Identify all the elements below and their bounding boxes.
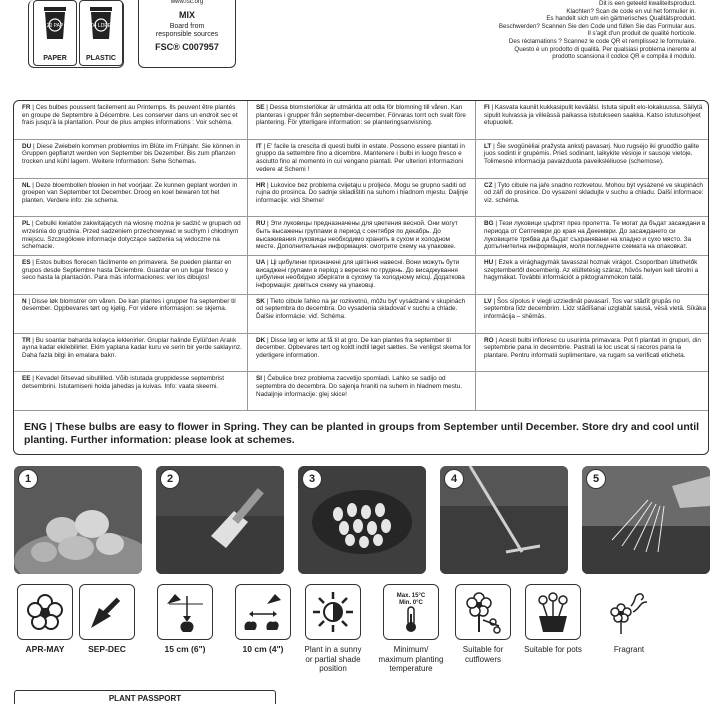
quality-line: Beschwerden? Scannen Sie den Code und füllen Sie das Formular aus. <box>498 22 696 30</box>
quality-line: Il s'agit d'un produit de qualité horticole. <box>587 30 696 38</box>
min-temp: Min. 0°C <box>399 600 423 606</box>
plastic-bin <box>79 0 123 66</box>
plastic-code: 04 LDPE <box>90 23 112 29</box>
language-text: Disse løk blomstrer om våren. De kan plantes i grupper fra september til desember. Oppbevares tørt og kjølig. For videre informasjon: se skjema. <box>22 297 236 313</box>
language-code: IT <box>256 142 262 150</box>
top-bar <box>0 0 722 90</box>
pictogram-caption: 15 cm (6") <box>164 644 206 654</box>
language-text: Bu soanlar baharda kolayca ieklenirler. Gruplar halinde Eylül'den Aralık ayına kadar ekilebilirler. Ekim yaplana kadar kuru ve serin bir yerde saklayınz. Daha fazla bilgi iin emalara bakn. <box>22 336 242 359</box>
language-text: Dessa blomsterlökar är utmärkta att odla för blomning till våren. Kan planteras i grupper från september-december. Förvaras torrt och svalt före plantering. För ytterligare information: se planteringsanvisning. <box>256 104 466 127</box>
fsc-mix: MIX <box>178 10 195 20</box>
english-instructions: ENG | These bulbs are easy to flower in Spring. They can be planted in groups from September until December. Store dry and cool until planting. Further information: please look at schemes. <box>24 421 700 446</box>
language-text: Šie svogūnėliai pražysta ankstį pavasarį. Nuo rugsėjo iki gruodžio galite juos sodinti ir grupėmis. Prieš sodinant, laikykite vėsioje ir sausoje vietoje. Tolimesnė informacija pavaizduota paveikslėliuose (schemose). <box>484 142 700 166</box>
language-code: FR <box>22 104 31 111</box>
language-text: Эти луковицы предназначены для цветения весной. Они могут быть высажены группами в период с сентября по декабрь. До высаживания луковицы необходимо хранить в сухом и холодном месте. Дополнительная информация: смотрите схему на упаковке. <box>256 220 458 251</box>
quality-notice <box>366 0 696 61</box>
pictogram-fragrant <box>598 584 660 655</box>
pictogram-caption: Fragrant <box>613 645 645 654</box>
step-number: 5 <box>586 469 606 489</box>
planting-depth-icon <box>163 590 207 634</box>
language-code: HR <box>256 181 266 189</box>
language-cell-du: DU | Diese Zwiebeln kommen problemlos im Blüte im Frühjahr. Sie können in Gruppen gepflanzt werden von September bis Dezember. Bis zum pflanzen trocken und kühl lagern. Weitere Information: Sehe Schemas. <box>14 140 248 179</box>
max-temp: Max. 15°C <box>396 593 426 599</box>
step-photo-place <box>298 466 426 574</box>
language-cell-hu: HU | Ezek a virághagymák tavasszal hoznak virágot. Csoportban ültethetők szeptembertől decemberig. Az elültetésig száraz, hűvös helyen kell tárolni a hagymákat. További információt a piktogrammokon talál. <box>476 256 709 295</box>
language-cell-lv: LV | Šos sīpolus ir viegli uzziedināt pavasarī. Tos var stādīt grupās no septembra līdz decembrim. Līdz stādīšanai uzglabāt sausā, vēsā vietā. Sīkāka informācija – shēmās. <box>476 295 709 334</box>
language-text: Kevadel õitsevad sibullilled. Võib istutada gruppidesse septembrist detsembrini. Istutamiseni hoida jahedas ja kuivas. Info: vaata skeemi. <box>22 375 225 390</box>
fsc-board-1: Board from <box>169 23 205 30</box>
language-text: E' facile la crescita di questi bulbi in estate. Possono essere piantati in gruppo da settembre fino a dicembre. Mantenere i bulbi in luogo fresco e asciutto fino al momento in cui vengano piantati. Per ulteriori informazioni vedere at Schemi ! <box>256 142 465 173</box>
language-text: Kasvata kauniit kukkasipulit keväälsi. Istuta sipulit elo-lokakuussa. Säilytä sipulit kuivassa ja viileässä paikassa istutukseen saakka. Katso istutusohjeet etupuolelt. <box>484 104 703 127</box>
language-cell-nl: NL | Deze bloembollen bloeien in het voorjaar. Ze kunnen geplant worden in groepen van September tot December. Droog en koel bewaren tot het planten. Verdere info: zie schema. <box>14 179 248 218</box>
language-code: LT <box>484 142 492 150</box>
quality-line: Klachten? Scan de code en vul het formulier in. <box>566 7 696 15</box>
plastic-bin-icon <box>86 5 116 43</box>
language-code: LV <box>484 297 492 305</box>
language-code: UA <box>256 259 266 266</box>
plant-passport: PLANT PASSPORT <box>14 690 276 704</box>
language-code: SE <box>256 104 265 111</box>
pictogram-caption: Suitable for pots <box>524 645 582 654</box>
cut-flower-icon <box>461 590 505 634</box>
paper-label: PAPER <box>43 55 67 62</box>
language-text: Tieto cibule ľahko na jar rozkvetnú, môžu byť vysádzané v skupinách od septembra do decembra. Do vysadenia skladovať v suchu a chlade. Ďalšie informácie: viď. Schéma. <box>256 297 466 321</box>
step-photos <box>14 466 710 574</box>
quality-line: Questo è un prodotto di qualità. Per qualsiasi problema inerente al <box>514 45 696 53</box>
step-photo-dig <box>156 466 284 574</box>
pictogram-cutflowers <box>452 584 514 664</box>
english-text: These bulbs are easy to flower in Spring. They can be planted in groups from September until December. Store dry and cool until planting. Further information: please look at schemes. <box>24 421 700 446</box>
language-text: Тези луковици цъфтят през пролетта. Те могат да бъдат засаждани в периода от Септември до края на Декември. До засаждането си луковиците трябва да бъдат съхранявани на хладно и сухо място. За допълнителна информация, моля погледнете схемата на опаковкат. <box>484 220 706 251</box>
language-text: Acesti bulbi infloresc cu usurinta primavara. Pot fi plantati in grupuri, din septembrie pana in decembrie. Pastrati la loc uscat si racoros pana la plantare. Pentru informatii suplimentare, va rugam sa verificati eticheta. <box>484 336 701 359</box>
language-cell-sk: SK | Tieto cibule ľahko na jar rozkvetnú, môžu byť vysádzané v skupinách od septembra do decembra. Do vysadenia skladovať v suchu a chlade. Ďalšie informácie: viď. Schéma. <box>248 295 476 334</box>
step-photo-bulbs <box>14 466 142 574</box>
plastic-label: PLASTIC <box>86 55 116 62</box>
language-code: BG <box>484 220 494 228</box>
sun-shade-icon <box>311 590 355 634</box>
language-cell-n: N | Disse løk blomstrer om våren. De kan plantes i grupper fra september til desember. Oppbevares tørt og kjølig. For videre informasjon: se skjema. <box>14 295 248 334</box>
language-text: Deze bloembollen bloeien in het voorjaar. Ze kunnen geplant worden in groepen van September tot December. Droog en koel bewaren tot het planten. Verdere info: zie schema. <box>22 181 238 204</box>
language-cell-empty <box>476 372 709 411</box>
language-code: DU <box>22 142 32 150</box>
pictogram-caption: APR-MAY <box>25 644 65 654</box>
quality-line: prodotto scansiona il codice QR e compila il modulo. <box>552 53 696 61</box>
pictogram-pots <box>522 584 584 655</box>
thermometer-icon <box>389 590 433 634</box>
language-cell-lt: LT | Šie svogūnėliai pražysta ankstį pavasarį. Nuo rugsėjo iki gruodžio galite juos sodinti ir grupėmis. Prieš sodinant, laikykite vėsioje ir sausoje vietoje. Tolimesnė informacija pavaizduota paveikslėliuose (schemose). <box>476 140 709 179</box>
quality-line: Des réclamations ? Scannez le code QR et remplissez le formulaire. <box>508 37 696 45</box>
fsc-board-2: responsible sources <box>155 31 219 38</box>
language-text: Diese Zwiebeln kommen problemlos im Blüte im Frühjahr. Sie können in Gruppen gepflanzt werden von September bis Dezember. Bis zum pflanzen trocken und kühl lagern. Weitere Information: Sehe Schemas. <box>22 142 241 166</box>
language-cell-fr: FR | Ces bulbes poussent facilement au Printemps. Ils peuvent être plantés en groupe de Septembre à Décembre. Les conserver dans un endroit sec et frais jusqu'à la plantation. Pour de plus amples informations : Voir schéma. <box>14 101 248 140</box>
language-text: Disse løg er lette at få til at gro. De kan plantes fra september til december. Opbevares tørt og koldt indtil løget sættes. Se venligst skema for yderligere information. <box>256 336 471 359</box>
language-code: HU <box>484 259 494 266</box>
language-code: SI <box>256 375 263 383</box>
language-grid <box>14 101 709 411</box>
spacing-icon <box>241 590 285 634</box>
language-cell-fi: FI | Kasvata kauniit kukkasipulit keväälsi. Istuta sipulit elo-lokakuussa. Säilytä sipulit kuivassa ja viileässä paikassa istutukseen saakka. Katso istutusohjeet etupuolelt. <box>476 101 709 140</box>
pictogram-sun <box>302 584 364 674</box>
step-number: 4 <box>444 469 464 489</box>
language-code: EE <box>22 375 31 383</box>
pictogram-bloom-time <box>14 584 76 655</box>
language-text: Ці цибулини призначені для цвітіння навесні. Вони можуть бути висаджені групами в період з вересня по грудень. До висаджування цибулини необхідно зберігати в сухому та холодному місці. Додаткова інформація: дивіться схему на упаковці. <box>256 259 465 290</box>
language-code: FI <box>484 104 490 111</box>
trowel-icon <box>85 590 129 634</box>
step-number: 2 <box>160 469 180 489</box>
pictogram-caption: Plant in a sunny or partial shade position <box>304 645 362 673</box>
language-code: TR <box>22 336 31 344</box>
language-text: Estos bulbos florecen fácilmente en primavera. Se pueden plantar en grupos desde Septiembre hasta Diciembre. Guardar en un lugar fresco y seco hasta la plantación. Para más informaciones: ver los dibujos! <box>22 259 232 282</box>
english-code: ENG <box>24 421 47 433</box>
language-code: N <box>22 297 27 305</box>
language-code: SK <box>256 297 265 305</box>
language-cell-it: IT | E' facile la crescita di questi bulbi in estate. Possono essere piantati in gruppo da settembre fino a dicembre. Mantenere i bulbi in luogo fresco e asciutto fino al momento in cui vengano piantati. Per ulteriori informazioni vedere at Schemi ! <box>248 140 476 179</box>
pictogram-caption: Minimum/ maximum planting temperature <box>378 645 444 673</box>
instructions-box <box>13 100 709 455</box>
paper-code: 20 PAP <box>46 23 64 29</box>
fsc-code: FSC® C007957 <box>155 42 219 52</box>
language-cell-hr: HR | Lukovice bez problema cvijetaju u proljeće. Mogu se grupno saditi od rujna do prosinca. Do sadnje skladištiti na suhom i hladnom mjestu. Daljnje informacije: vidi Sheme! <box>248 179 476 218</box>
recycling-box <box>28 0 124 68</box>
language-code: RU <box>256 220 266 228</box>
language-text: Cebulki kwiatów zakwitających na wiosnę można je sadzić w grupach od września do grudnia. Przed sadzeniem przechowywać w suchym i chłodnym miejscu. Szczegółowe informacje dotyczące sadzenia są widoczne na schemacie. <box>22 220 241 251</box>
paper-bin <box>33 0 77 66</box>
language-code: CZ <box>484 181 493 189</box>
pictogram-plant-time <box>76 584 138 655</box>
language-text: Ezek a virághagymák tavasszal hoznak virágot. Csoportban ültethetők szeptembertől decemberig. Az elültetésig száraz, hűvös helyen kell tárolni a hagymákat. További információt a piktogrammokon talál. <box>484 259 699 282</box>
language-cell-es: ES | Estos bulbos florecen fácilmente en primavera. Se pueden plantar en grupos desde Septiembre hasta Diciembre. Guardar en un lugar fresco y seco hasta la plantación. Para más informaciones: ver los dibujos! <box>14 256 248 295</box>
language-cell-pl: PL | Cebulki kwiatów zakwitających na wiosnę można je sadzić w grupach od września do grudnia. Przed sadzeniem przechowywać w suchym i chłodnym miejscu. Szczegółowe informacje dotyczące sadzenia są widoczne na schemacie. <box>14 217 248 256</box>
language-text: Šos sīpolus ir viegli uzziedināt pavasarī. Tos var stādīt grupās no septembra līdz decembrim. Līdz stādīšanai uzglabāt sausā, vēsā vietā. Sīkāka informācija – shēmās. <box>484 297 707 321</box>
language-text: Tyto cibule na jaře snadno rozkvetou. Mohou být vysázené ve skupinách od září do prosince. Do vysazení skladujte v suchu a chladu. Další informace: viz. schéma. <box>484 181 704 204</box>
pictogram-temperature <box>376 584 446 674</box>
step-photo-water <box>582 466 710 574</box>
language-cell-se: SE | Dessa blomsterlökar är utmärkta att odla för blomning till våren. Kan planteras i grupper från september-december. Förvaras torrt och svalt före plantering. För ytterligare information: se planteringsanvisning. <box>248 101 476 140</box>
language-cell-bg: BG | Тези луковици цъфтят през пролетта. Те могат да бъдат засаждани в периода от Септември до края на Декември. До засаждането си луковиците трябва да бъдат съхранявани на хладно и сухо място. За допълнителна информация, моля погледнете схемата на опаковкат. <box>476 217 709 256</box>
language-code: NL <box>22 181 31 189</box>
language-cell-si: SI | Čebulice brez problema zacvetijo spomladi. Lahko se sadijo od septembra do decembra. Do sajenja hraniti na suhem in hladnem mestu. Nadaljnje informacije: glej skice! <box>248 372 476 411</box>
pictogram-row <box>14 584 710 679</box>
step-photo-rake <box>440 466 568 574</box>
pictogram-depth <box>154 584 216 655</box>
fsc-label <box>138 0 236 68</box>
language-text: Čebulice brez problema zacvetijo spomladi. Lahko se sadijo od septembra do decembra. Do sajenja hraniti na suhem in hladnem mestu. Nadaljnje informacije: glej skice! <box>256 375 463 398</box>
language-code: DK <box>256 336 266 344</box>
quality-line: Es handelt sich um ein gärtnerisches Qualitätsprodukt. <box>546 15 696 23</box>
language-text: Ces bulbes poussent facilement au Printemps. Ils peuvent être plantés en groupe de Septembre à Décembre. Les conserver dans un endroit sec et frais jusqu'à la plantation. Pour de plus amples informations : Voir schéma. <box>22 104 238 127</box>
step-number: 1 <box>18 469 38 489</box>
pictogram-caption: Suitable for cutflowers <box>462 645 504 664</box>
language-cell-ro: RO | Acesti bulbi infloresc cu usurinta primavara. Pot fi plantati in grupuri, din septembrie pana in decembrie. Pastrati la loc uscat si racoros pana la plantare. Pentru informatii suplimentare, va rugam sa verificati eticheta. <box>476 334 709 373</box>
language-code: RO <box>484 336 494 344</box>
fsc-url: www.fsc.org <box>170 0 204 5</box>
pictogram-caption: SEP-DEC <box>88 644 126 654</box>
language-cell-ua: UA | Ці цибулини призначені для цвітіння навесні. Вони можуть бути висаджені групами в період з вересня по грудень. До висаджування цибулини необхідно зберігати в сухому та холодному місці. Додаткова інформація: дивіться схему на упаковці. <box>248 256 476 295</box>
language-code: ES <box>22 259 31 266</box>
pictogram-spacing <box>232 584 294 655</box>
language-text: Lukovice bez problema cvijetaju u proljeće. Mogu se grupno saditi od rujna do prosinca. Do sadnje skladištiti na suhom i hladnom mjestu. Daljnje informacije: vidi Sheme! <box>256 181 469 204</box>
pictogram-caption: 10 cm (4") <box>242 644 284 654</box>
language-cell-ee: EE | Kevadel õitsevad sibullilled. Võib istutada gruppidesse septembrist detsembrini. Istutamiseni hoida jahedas ja kuivas. Info: vaata skeemi. <box>14 372 248 411</box>
paper-bin-icon <box>40 5 70 43</box>
pot-icon <box>531 590 575 634</box>
language-cell-cz: CZ | Tyto cibule na jaře snadno rozkvetou. Mohou být vysázené ve skupinách od září do prosince. Do vysazení skladujte v suchu a chladu. Další informace: viz. schéma. <box>476 179 709 218</box>
language-cell-dk: DK | Disse løg er lette at få til at gro. De kan plantes fra september til december. Opbevares tørt og koldt indtil løget sættes. Se venligst skema for yderligere information. <box>248 334 476 373</box>
flower-icon <box>23 590 67 634</box>
step-number: 3 <box>302 469 322 489</box>
language-cell-tr: TR | Bu soanlar baharda kolayca ieklenirler. Gruplar halinde Eylül'den Aralık ayına kadar ekilebilirler. Ekim yaplana kadar kuru ve serin bir yerde saklayınz. Daha fazla bilgi iin emalara bakn. <box>14 334 248 373</box>
language-code: PL <box>22 220 31 228</box>
quality-line: Dit is een geteeld kwaliteitsproduct. <box>599 0 696 7</box>
fragrant-icon <box>607 590 651 634</box>
language-cell-ru: RU | Эти луковицы предназначены для цветения весной. Они могут быть высажены группами в период с сентября по декабрь. До высаживания луковицы необходимо хранить в сухом и холодном месте. Дополнительная информация: смотрите схему на упаковке. <box>248 217 476 256</box>
